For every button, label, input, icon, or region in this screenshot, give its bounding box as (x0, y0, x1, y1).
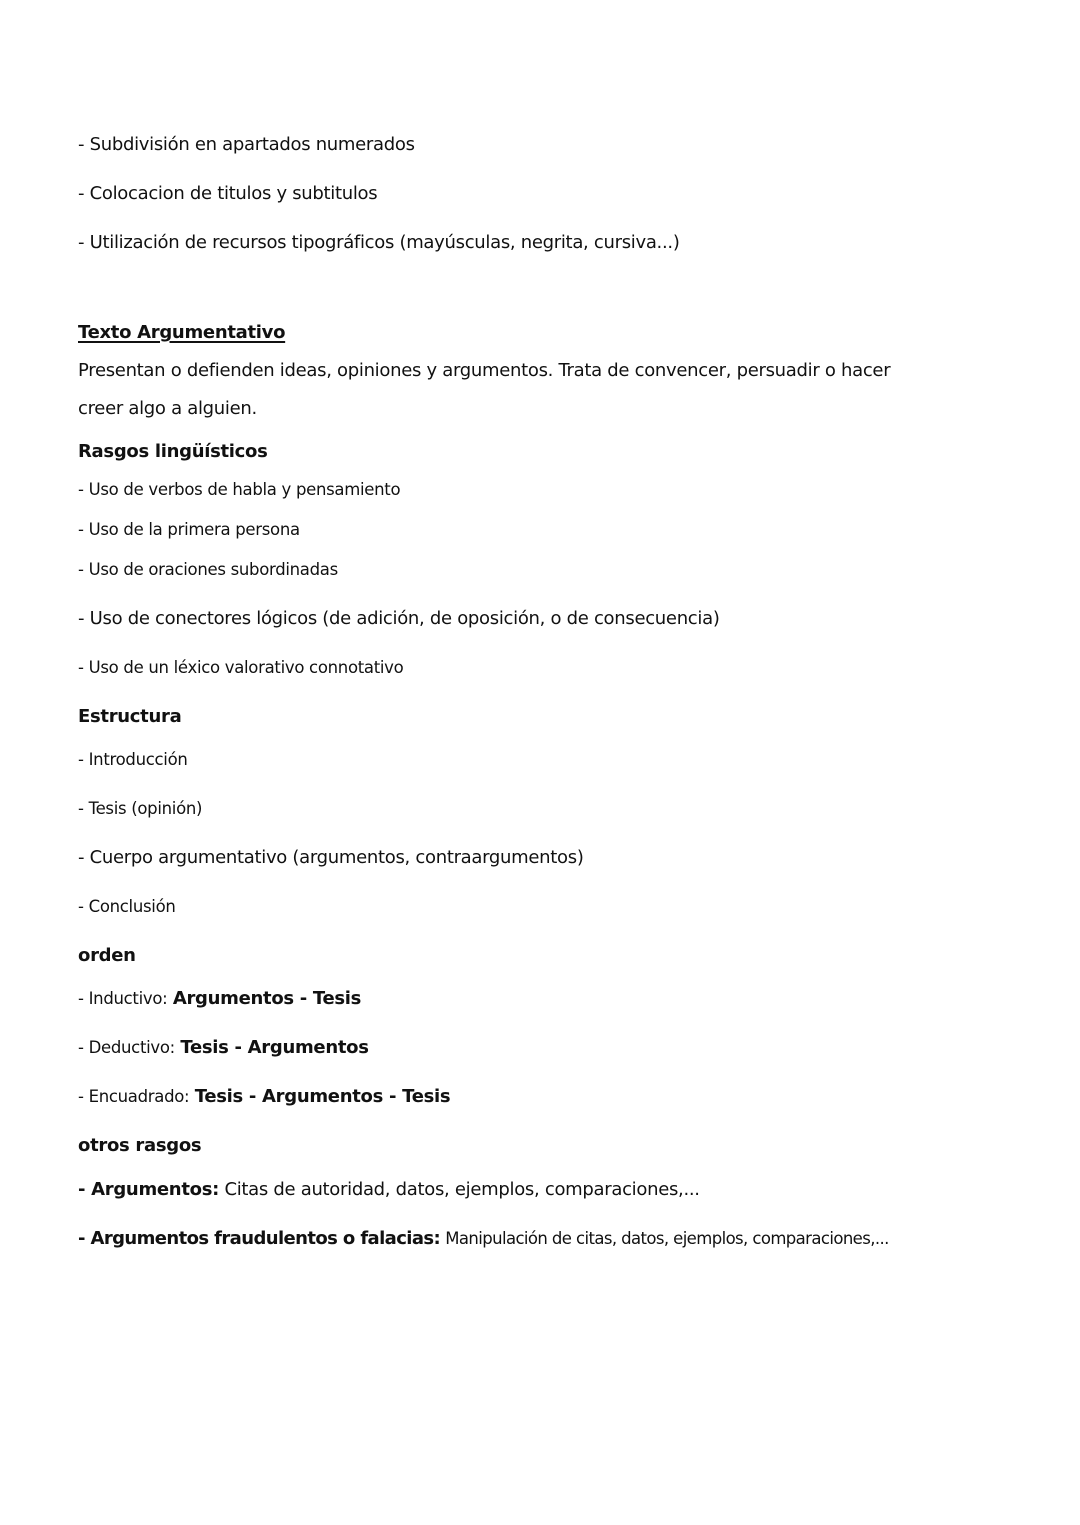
list-item: - Utilización de recursos tipográficos (mayúsculas, negrita, cursiva...) (78, 232, 680, 253)
list-item: - Uso de oraciones subordinadas (78, 560, 338, 579)
list-item (78, 986, 361, 1012)
list-item: - Colocacion de titulos y subtitulos (78, 183, 378, 204)
list-item: - Subdivisión en apartados numerados (78, 134, 415, 155)
list-item (78, 1035, 369, 1061)
item-label: - Encuadrado: (78, 1087, 190, 1106)
definition-line: creer algo a alguien. (78, 398, 257, 419)
list-item (78, 1084, 450, 1110)
estructura-heading: Estructura (78, 706, 182, 727)
item-label: - Deductivo: (78, 1038, 175, 1057)
list-item: - Tesis (opinión) (78, 799, 203, 818)
item-label: - Argumentos: (78, 1179, 220, 1200)
item-value: Argumentos - Tesis (172, 988, 362, 1009)
list-item: - Uso de la primera persona (78, 520, 300, 539)
item-value: Tesis - Argumentos (180, 1037, 369, 1058)
list-item: - Uso de conectores lógicos (de adición, de oposición, o de consecuencia) (78, 608, 720, 629)
list-item: - Introducción (78, 750, 188, 769)
item-value: Citas de autoridad, datos, ejemplos, comparaciones,... (224, 1179, 700, 1200)
list-item (78, 1177, 700, 1203)
list-item: - Cuerpo argumentativo (argumentos, contraargumentos) (78, 847, 584, 868)
otros-heading: otros rasgos (78, 1135, 202, 1156)
list-item: - Uso de verbos de habla y pensamiento (78, 480, 401, 499)
item-label: - Argumentos fraudulentos o falacias: (78, 1228, 441, 1249)
item-value: Manipulación de citas, datos, ejemplos, comparaciones,... (445, 1229, 889, 1248)
section-title: Texto Argumentativo (78, 322, 286, 343)
list-item: - Conclusión (78, 897, 176, 916)
orden-heading: orden (78, 945, 136, 966)
item-value: Tesis - Argumentos - Tesis (194, 1086, 451, 1107)
definition-line: Presentan o defienden ideas, opiniones y argumentos. Trata de convencer, persuadir o hacer (78, 360, 891, 381)
item-label: - Inductivo: (78, 989, 168, 1008)
rasgos-heading: Rasgos lingüísticos (78, 441, 268, 462)
list-item: - Uso de un léxico valorativo connotativo (78, 658, 404, 677)
list-item (78, 1226, 889, 1252)
